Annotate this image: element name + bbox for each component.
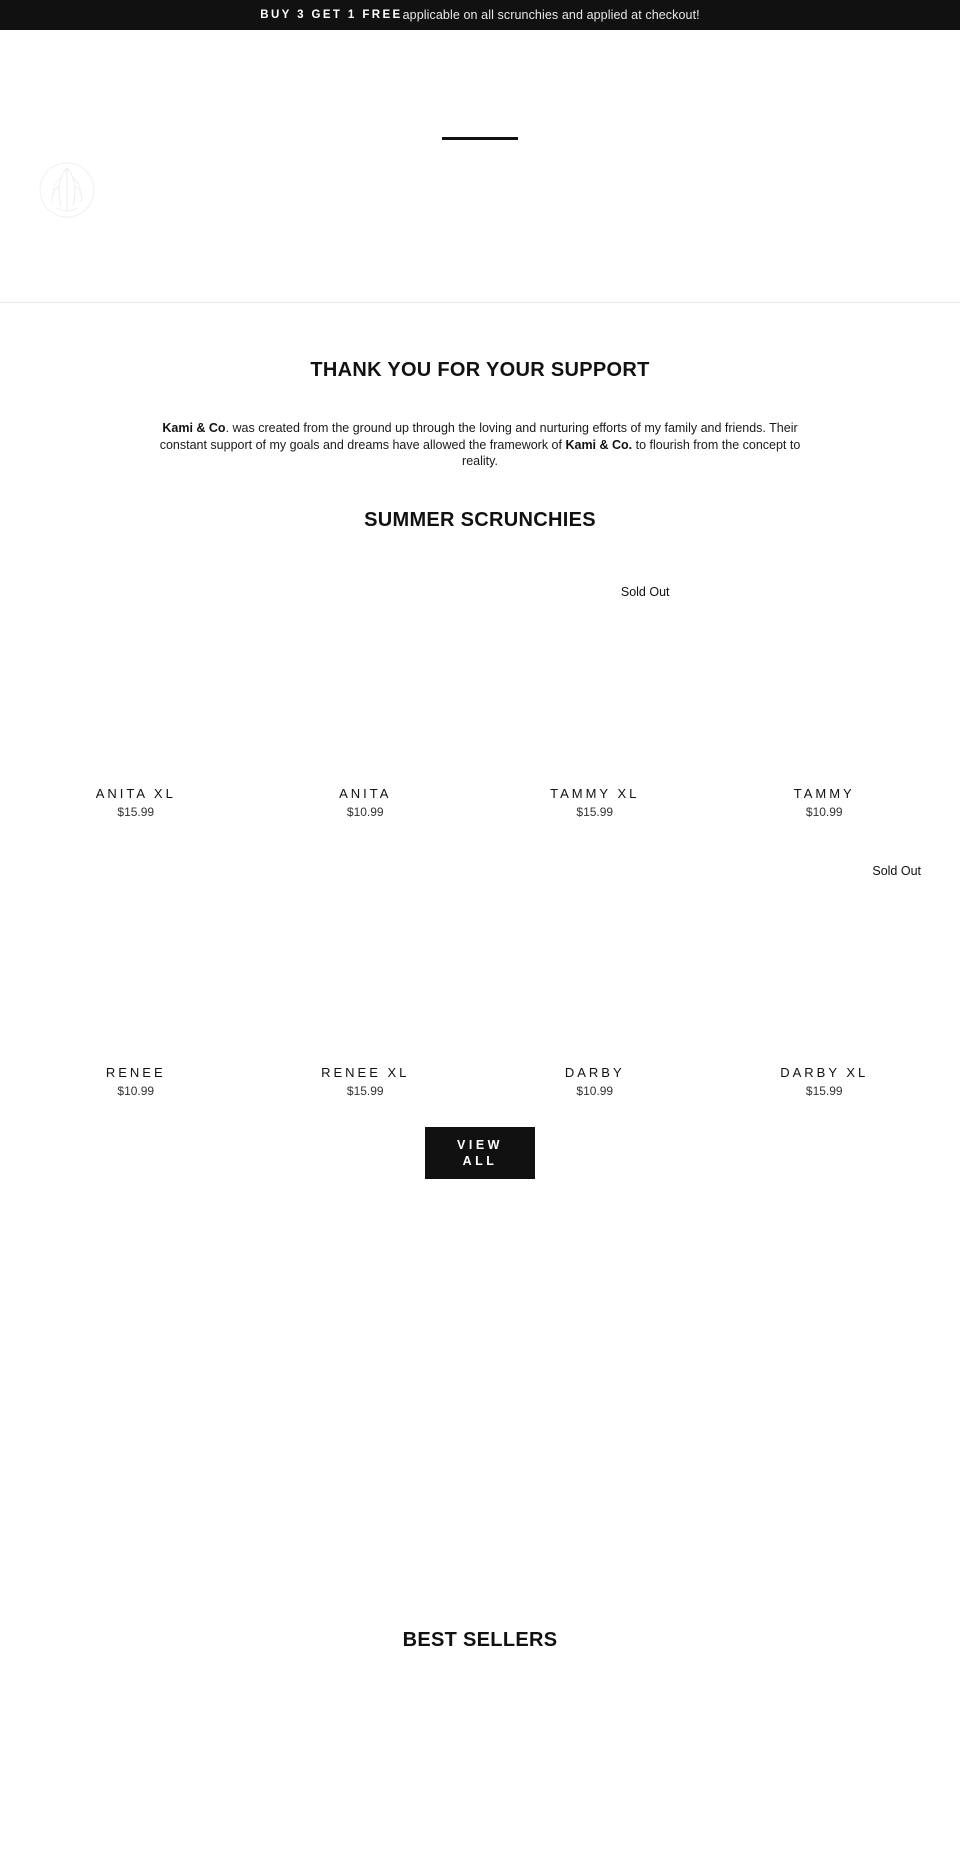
product-image[interactable]: [480, 575, 710, 785]
sold-out-badge: Sold Out: [620, 585, 670, 599]
kami-co-leaf-logo-icon[interactable]: [37, 160, 97, 220]
product-name[interactable]: RENEE: [105, 1065, 166, 1080]
product-price: $15.99: [805, 1084, 843, 1098]
product-card[interactable]: [21, 854, 251, 1124]
product-name[interactable]: DARBY XL: [780, 1065, 869, 1080]
product-image[interactable]: [710, 575, 940, 785]
product-image[interactable]: [21, 575, 251, 785]
product-card[interactable]: [251, 575, 481, 845]
product-price: $15.99: [346, 1084, 384, 1098]
product-name[interactable]: DARBY: [564, 1065, 625, 1080]
site-header: [0, 30, 960, 303]
sold-out-badge: Sold Out: [872, 864, 921, 878]
product-card[interactable]: [710, 854, 940, 1124]
product-card[interactable]: [710, 575, 940, 845]
best-sellers-title: BEST SELLERS: [402, 1629, 558, 1651]
product-grid-row-1: [21, 575, 939, 845]
product-image[interactable]: [710, 854, 940, 1064]
support-title: THANK YOU FOR YOUR SUPPORT: [310, 359, 650, 381]
product-image[interactable]: [21, 854, 251, 1064]
product-grid-row-2: [21, 854, 939, 1124]
brand-name: Kami & Co: [162, 421, 226, 435]
product-price: $10.99: [576, 1084, 614, 1098]
product-name[interactable]: RENEE XL: [321, 1065, 410, 1080]
product-image[interactable]: [251, 854, 481, 1064]
product-price: $10.99: [117, 1084, 155, 1098]
product-card[interactable]: [480, 854, 710, 1124]
product-price: $15.99: [576, 805, 614, 819]
brand-name: Kami & Co.: [565, 437, 633, 452]
product-price: $15.99: [117, 805, 155, 819]
support-text: [145, 420, 815, 470]
product-name[interactable]: ANITA XL: [95, 786, 176, 801]
announcement-promo: BUY 3 GET 1 FREE: [260, 9, 403, 21]
active-nav-underline: [442, 137, 518, 140]
announcement-bar: [0, 0, 960, 30]
product-name[interactable]: TAMMY XL: [550, 786, 640, 801]
product-card[interactable]: [480, 575, 710, 845]
product-image[interactable]: [480, 854, 710, 1064]
product-image[interactable]: [251, 575, 481, 785]
product-card[interactable]: [251, 854, 481, 1124]
product-name[interactable]: TAMMY: [793, 786, 855, 801]
summer-scrunchies-title: SUMMER SCRUNCHIES: [364, 509, 596, 531]
product-card[interactable]: [21, 575, 251, 845]
announcement-detail: applicable on all scrunchies and applied at checkout!: [402, 8, 700, 22]
view-all-button[interactable]: VIEW ALL: [425, 1127, 535, 1179]
product-price: $10.99: [346, 805, 384, 819]
product-price: $10.99: [805, 805, 843, 819]
support-text-part-1: . was created from the ground up through the loving and nurturing efforts of my family and friends. Their constant support of my goals and dreams have allowed the framework of: [159, 421, 798, 452]
support-text-part-2: to flourish from the concept to reality.: [462, 437, 801, 468]
product-name[interactable]: ANITA: [339, 786, 392, 801]
